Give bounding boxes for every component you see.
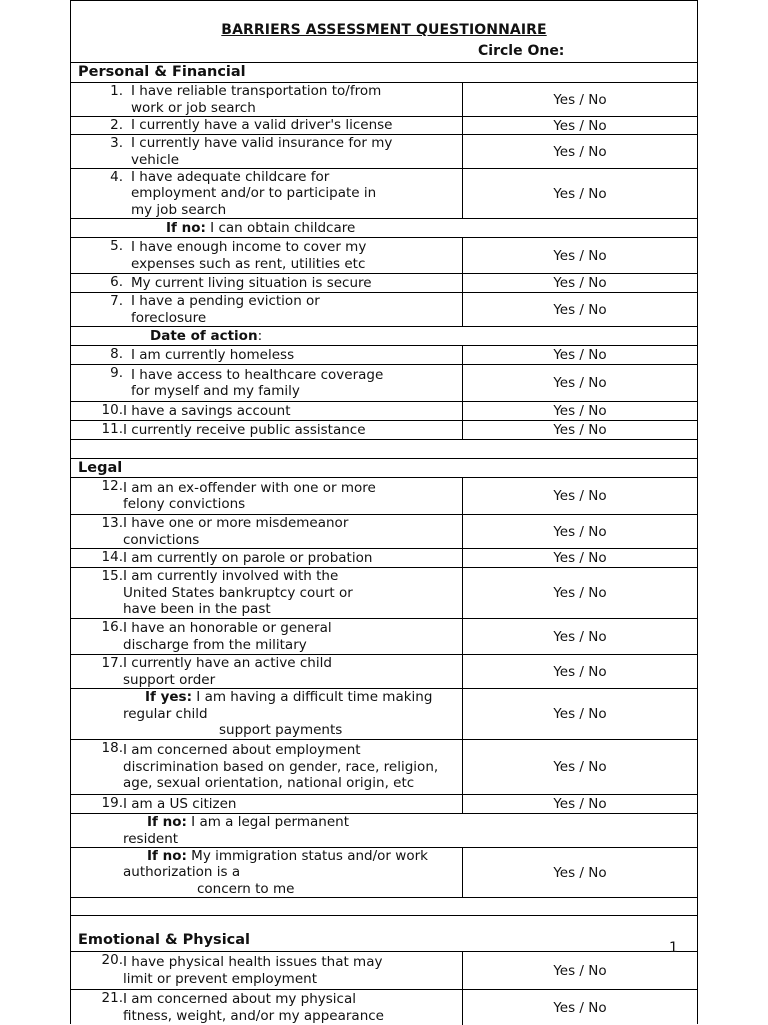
table-row-followup bbox=[71, 326, 697, 345]
table-row bbox=[71, 477, 697, 514]
yes-no-answer[interactable]: Yes / No bbox=[553, 422, 607, 438]
yes-no-answer[interactable]: Yes / No bbox=[553, 403, 607, 419]
item-text: My immigration status and/or work bbox=[186, 847, 428, 864]
item-text: for myself and my family bbox=[131, 383, 300, 399]
document-title: BARRIERS ASSESSMENT QUESTIONNAIRE bbox=[221, 22, 547, 38]
item-text: expenses such as rent, utilities etc bbox=[131, 255, 366, 272]
item-text: I currently have a valid driver's license bbox=[131, 117, 393, 134]
followup-lead: Date of action bbox=[150, 327, 258, 344]
yes-no-answer[interactable]: Yes / No bbox=[553, 759, 607, 775]
table-row bbox=[71, 420, 697, 439]
yes-no-answer[interactable]: Yes / No bbox=[553, 706, 607, 722]
item-text: discrimination based on gender, race, religion, bbox=[123, 758, 439, 775]
table-row bbox=[71, 116, 697, 134]
item-number: 10. bbox=[101, 402, 123, 418]
item-text: I have physical health issues that may bbox=[123, 954, 383, 970]
yes-no-answer[interactable]: Yes / No bbox=[553, 585, 607, 601]
item-text: I am a legal permanent bbox=[186, 814, 349, 830]
item-text: I am a US citizen bbox=[123, 795, 237, 812]
table-row-followup bbox=[71, 813, 697, 847]
item-text: I am having a difficult time making bbox=[192, 689, 433, 706]
table-row bbox=[71, 567, 697, 618]
item-text: I have a pending eviction or bbox=[131, 293, 320, 309]
table-row bbox=[71, 401, 697, 420]
table-row-spacer bbox=[71, 439, 697, 458]
yes-no-answer[interactable]: Yes / No bbox=[553, 275, 607, 291]
item-text: have been in the past bbox=[123, 601, 271, 618]
item-text: I am an ex-offender with one or more bbox=[123, 479, 376, 496]
item-text: My current living situation is secure bbox=[131, 274, 372, 291]
item-text: support payments bbox=[219, 722, 343, 739]
item-text: United States bankruptcy court or bbox=[123, 584, 353, 601]
item-text: I am currently involved with the bbox=[123, 568, 339, 585]
table-row bbox=[71, 951, 697, 989]
item-text: I am concerned about my physical bbox=[123, 991, 357, 1007]
item-number: 4. bbox=[110, 169, 123, 185]
yes-no-answer[interactable]: Yes / No bbox=[553, 796, 607, 812]
table-row bbox=[71, 514, 697, 548]
item-number: 19. bbox=[101, 795, 123, 811]
item-text: : bbox=[257, 327, 263, 344]
item-text: resident bbox=[123, 830, 179, 847]
item-number: 15. bbox=[101, 568, 123, 584]
yes-no-answer[interactable]: Yes / No bbox=[553, 663, 607, 680]
item-text: authorization is a bbox=[123, 864, 241, 881]
item-text: foreclosure bbox=[131, 309, 207, 326]
item-text: my job search bbox=[131, 201, 227, 218]
table-row bbox=[71, 273, 697, 292]
item-number: 18. bbox=[101, 740, 123, 756]
table-row bbox=[71, 989, 697, 1025]
item-number: 6. bbox=[110, 274, 123, 290]
table-row bbox=[71, 168, 697, 218]
item-number: 17. bbox=[101, 655, 123, 671]
item-text: I am currently homeless bbox=[131, 346, 295, 363]
table-row-followup bbox=[71, 218, 697, 237]
table-row-spacer bbox=[71, 897, 697, 915]
item-number: 2. bbox=[110, 117, 123, 133]
followup-lead: If yes: bbox=[145, 689, 192, 706]
section-header-personal bbox=[71, 62, 697, 82]
item-number: 16. bbox=[101, 619, 123, 635]
questionnaire-page bbox=[70, 0, 698, 1024]
yes-no-answer[interactable]: Yes / No bbox=[553, 999, 607, 1016]
item-number: 7. bbox=[110, 293, 123, 309]
table-row bbox=[71, 364, 697, 401]
table-row bbox=[71, 548, 697, 567]
item-text: I have one or more misdemeanor bbox=[123, 515, 349, 531]
item-text: fitness, weight, and/or my appearance bbox=[123, 1007, 384, 1024]
page-number: 1 bbox=[669, 940, 678, 956]
item-text: convictions bbox=[123, 531, 200, 548]
item-text: age, sexual orientation, national origin, etc bbox=[123, 775, 415, 792]
item-text: I currently have an active child bbox=[123, 655, 332, 671]
table-row bbox=[71, 292, 697, 326]
item-number: 5. bbox=[110, 238, 123, 254]
section-header-emotional bbox=[71, 915, 697, 951]
item-text: employment and/or to participate in bbox=[131, 185, 377, 202]
yes-no-answer[interactable]: Yes / No bbox=[553, 375, 607, 391]
item-text: I can obtain childcare bbox=[205, 219, 356, 236]
item-number: 12. bbox=[101, 478, 123, 494]
item-text: I have a savings account bbox=[123, 402, 291, 419]
item-text: I have access to healthcare coverage bbox=[131, 366, 384, 383]
table-row bbox=[71, 345, 697, 364]
item-text: concern to me bbox=[197, 880, 295, 897]
item-number: 3. bbox=[110, 135, 123, 151]
item-text: I am concerned about employment bbox=[123, 742, 361, 759]
table-row bbox=[71, 794, 697, 813]
table-row bbox=[71, 82, 697, 116]
item-text: I currently have valid insurance for my bbox=[131, 135, 393, 151]
item-number: 9. bbox=[110, 365, 123, 381]
yes-no-answer[interactable]: Yes / No bbox=[553, 347, 607, 363]
yes-no-answer[interactable]: Yes / No bbox=[553, 550, 607, 566]
item-number: 8. bbox=[110, 346, 123, 362]
section-title: Legal bbox=[78, 459, 123, 476]
item-text: vehicle bbox=[131, 151, 180, 168]
item-number: 13. bbox=[101, 515, 123, 531]
table-row bbox=[71, 134, 697, 168]
item-text: work or job search bbox=[131, 99, 256, 116]
followup-lead: If no: bbox=[166, 219, 206, 236]
yes-no-answer[interactable]: Yes / No bbox=[553, 247, 607, 264]
item-text: regular child bbox=[123, 705, 208, 722]
item-text: support order bbox=[123, 671, 216, 688]
yes-no-answer[interactable]: Yes / No bbox=[553, 117, 607, 134]
yes-no-answer[interactable]: Yes / No bbox=[553, 91, 607, 108]
followup-lead: If no: bbox=[147, 814, 187, 830]
yes-no-answer[interactable]: Yes / No bbox=[553, 628, 607, 645]
item-number: 21. bbox=[101, 990, 123, 1006]
item-number: 1. bbox=[110, 83, 123, 99]
yes-no-answer[interactable]: Yes / No bbox=[553, 301, 607, 318]
section-title: Personal & Financial bbox=[78, 64, 246, 81]
section-header-legal bbox=[71, 458, 697, 477]
table-row-followup bbox=[71, 847, 697, 897]
table-row-followup bbox=[71, 688, 697, 739]
yes-no-answer[interactable]: Yes / No bbox=[553, 523, 607, 540]
item-text: I have an honorable or general bbox=[123, 620, 332, 636]
table-row bbox=[71, 237, 697, 273]
item-number: 14. bbox=[101, 549, 123, 565]
item-text: I am currently on parole or probation bbox=[123, 549, 373, 566]
yes-no-answer[interactable]: Yes / No bbox=[553, 962, 607, 979]
item-text: I currently receive public assistance bbox=[123, 421, 366, 438]
circle-one-label: Circle One: bbox=[478, 43, 565, 59]
item-text: I have adequate childcare for bbox=[131, 168, 330, 185]
table-row bbox=[71, 618, 697, 654]
table-row bbox=[71, 739, 697, 794]
item-text: limit or prevent employment bbox=[123, 970, 317, 987]
yes-no-answer[interactable]: Yes / No bbox=[553, 488, 607, 504]
item-text: discharge from the military bbox=[123, 636, 307, 653]
item-text: I have reliable transportation to/from bbox=[131, 83, 382, 99]
followup-lead: If no: bbox=[147, 847, 187, 864]
yes-no-answer[interactable]: Yes / No bbox=[553, 864, 607, 881]
yes-no-answer[interactable]: Yes / No bbox=[553, 185, 607, 202]
item-number: 20. bbox=[101, 952, 123, 968]
yes-no-answer[interactable]: Yes / No bbox=[553, 143, 607, 160]
table-row bbox=[71, 654, 697, 688]
item-number: 11. bbox=[101, 421, 123, 437]
section-title: Emotional & Physical bbox=[78, 932, 251, 949]
item-text: felony convictions bbox=[123, 496, 246, 512]
item-text: I have enough income to cover my bbox=[131, 239, 367, 255]
